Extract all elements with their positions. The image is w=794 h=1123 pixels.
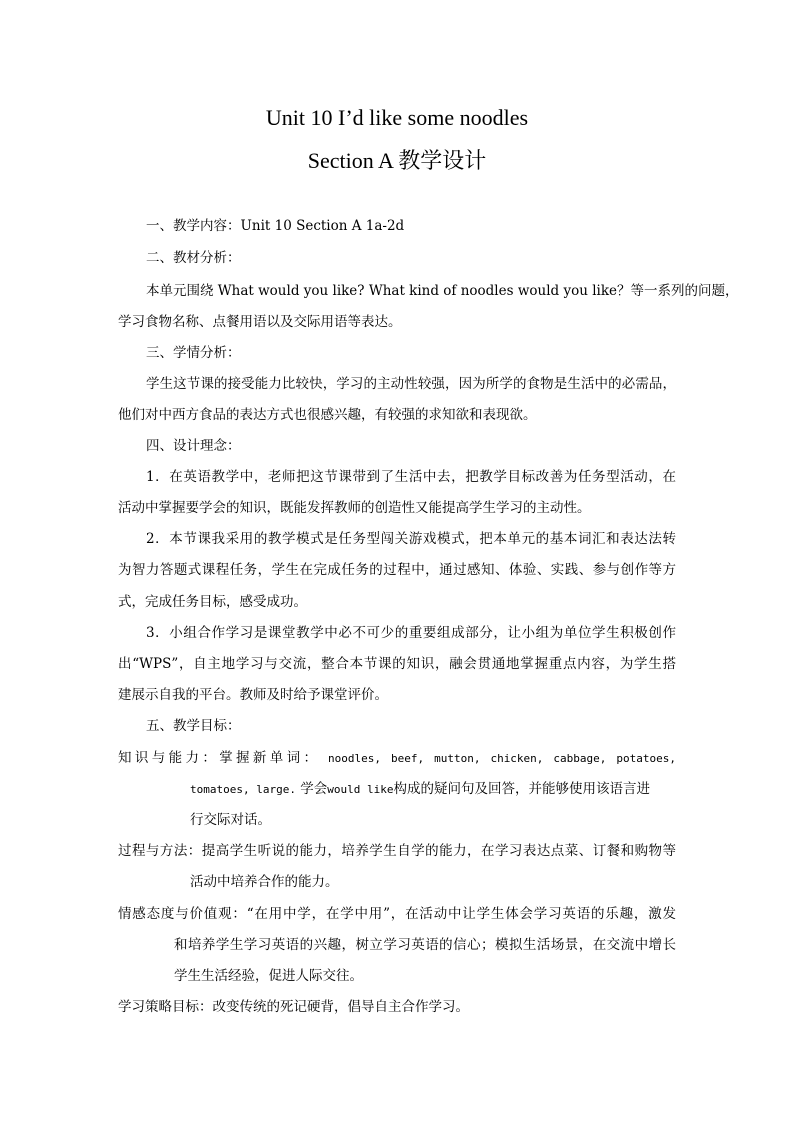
paragraph-line: 1．在英语教学中，老师把这节课带到了生活中去，把教学目标改善为任务型活动，在 [146, 469, 676, 485]
vocabulary-words: tomatoes, large. [190, 783, 296, 796]
section-student-analysis-heading: 三、学情分析： [146, 345, 241, 361]
section-design-concept-heading: 四、设计理念： [146, 438, 241, 454]
paragraph-line: 和培养学生学习英语的兴趣，树立学习英语的信心；模拟生活场景，在交流中增长 [174, 937, 676, 953]
document-subtitle: Section A 教学设计 [307, 148, 487, 173]
paragraph-line: 2．本节课我采用的教学模式是任务型闯关游戏模式，把本单元的基本词汇和表达法转 [146, 531, 676, 547]
paragraph-line: 3．小组合作学习是课堂教学中必不可少的重要组成部分，让小组为单位学生积极创作 [146, 625, 676, 641]
goal-label: 知识与能力： [118, 750, 220, 766]
goal-knowledge-line: tomatoes, large. 学会would like构成的疑问句及回答，并能够使用该语言进 [190, 781, 650, 797]
paragraph-line: 学生这节课的接受能力比较快，学习的主动性较强，因为所学的食物是生活中的必需品， [146, 376, 676, 392]
section-material-analysis-heading: 二、教材分析： [146, 250, 241, 266]
paragraph-line: 本单元围绕 What would you like? What kind of noodles would you like？等一系列的问题， [146, 283, 739, 299]
section-teaching-content: 一、教学内容：Unit 10 Section A 1a-2d [146, 218, 405, 234]
paragraph-line: 学生生活经验，促进人际交往。 [174, 968, 363, 984]
key-phrase: would like [327, 783, 394, 796]
paragraph-line: 建展示自我的平台。教师及时给予课堂评价。 [118, 687, 388, 703]
paragraph-line: 学习食物名称、点餐用语以及交际用语等表达。 [118, 314, 402, 330]
document-title: Unit 10 I’d like some noodles [265, 105, 529, 130]
paragraph-line: 他们对中西方食品的表达方式也很感兴趣，有较强的求知欲和表现欲。 [118, 407, 537, 423]
paragraph-line: 行交际对话。 [190, 812, 271, 828]
paragraph-line: 式，完成任务目标，感受成功。 [118, 594, 307, 610]
goal-knowledge-line: 知识与能力：掌握新单词： noodles, beef, mutton, chicken, cabbage, potatoes, [118, 750, 676, 766]
paragraph-line: 活动中掌握要学会的知识，既能发挥教师的创造性又能提高学生学习的主动性。 [118, 500, 591, 516]
vocabulary-words: noodles, beef, mutton, chicken, cabbage, potatoes, [328, 752, 676, 765]
goal-strategy-line: 学习策略目标：改变传统的死记硬背，倡导自主合作学习。 [118, 999, 469, 1015]
goal-process-line: 过程与方法：提高学生听说的能力，培养学生自学的能力，在学习表达点菜、订餐和购物等 [118, 843, 676, 859]
paragraph-line: 为智力答题式课程任务，学生在完成任务的过程中，通过感知、体验、实践、参与创作等方 [118, 562, 676, 578]
goal-emotion-line: 情感态度与价值观：“在用中学，在学中用”，在活动中让学生体会学习英语的乐趣，激发 [118, 906, 676, 922]
paragraph-line: 出“WPS”，自主地学习与交流，整合本节课的知识，融会贯通地掌握重点内容，为学生搭 [118, 656, 676, 672]
paragraph-line: 活动中培养合作的能力。 [190, 874, 339, 890]
section-teaching-goals-heading: 五、教学目标： [146, 718, 241, 734]
